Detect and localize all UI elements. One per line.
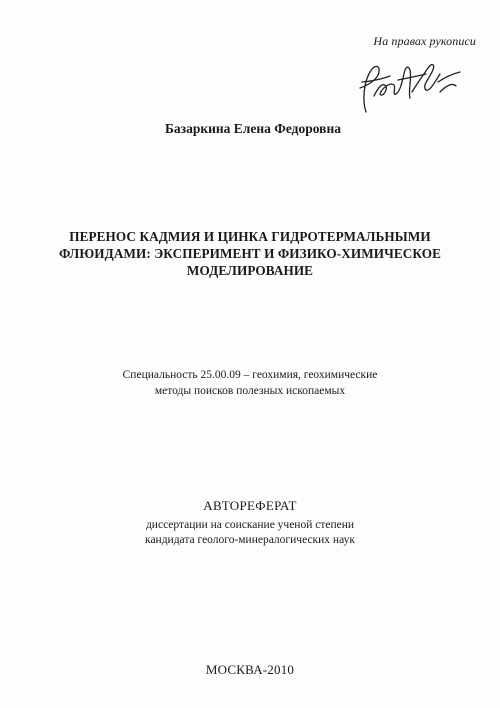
degree-purpose [0,518,500,548]
specialty-block [0,367,500,399]
manuscript-note: На правах рукописи [373,34,476,48]
author-name: Базаркина Елена Федоровна [164,121,342,136]
title-line: ФЛЮИДАМИ: ЭКСПЕРИМЕНТ И ФИЗИКО-ХИМИЧЕСКОЕ [58,246,442,261]
dissertation-title [0,228,500,279]
title-line: МОДЕЛИРОВАНИЕ [186,263,314,278]
purpose-line: кандидата геолого-минералогических наук [145,534,355,546]
specialty-line: методы поисков полезных ископаемых [154,385,346,397]
document-type-label: АВТОРЕФЕРАТ [203,498,297,513]
handwritten-signature [352,52,467,117]
specialty-line: Специальность 25.00.09 – геохимия, геохимические [122,369,378,381]
city-year: МОСКВА-2010 [205,662,295,677]
title-line: ПЕРЕНОС КАДМИЯ И ЦИНКА ГИДРОТЕРМАЛЬНЫМИ [69,229,431,244]
purpose-line: диссертации на соискание ученой степени [145,519,355,531]
